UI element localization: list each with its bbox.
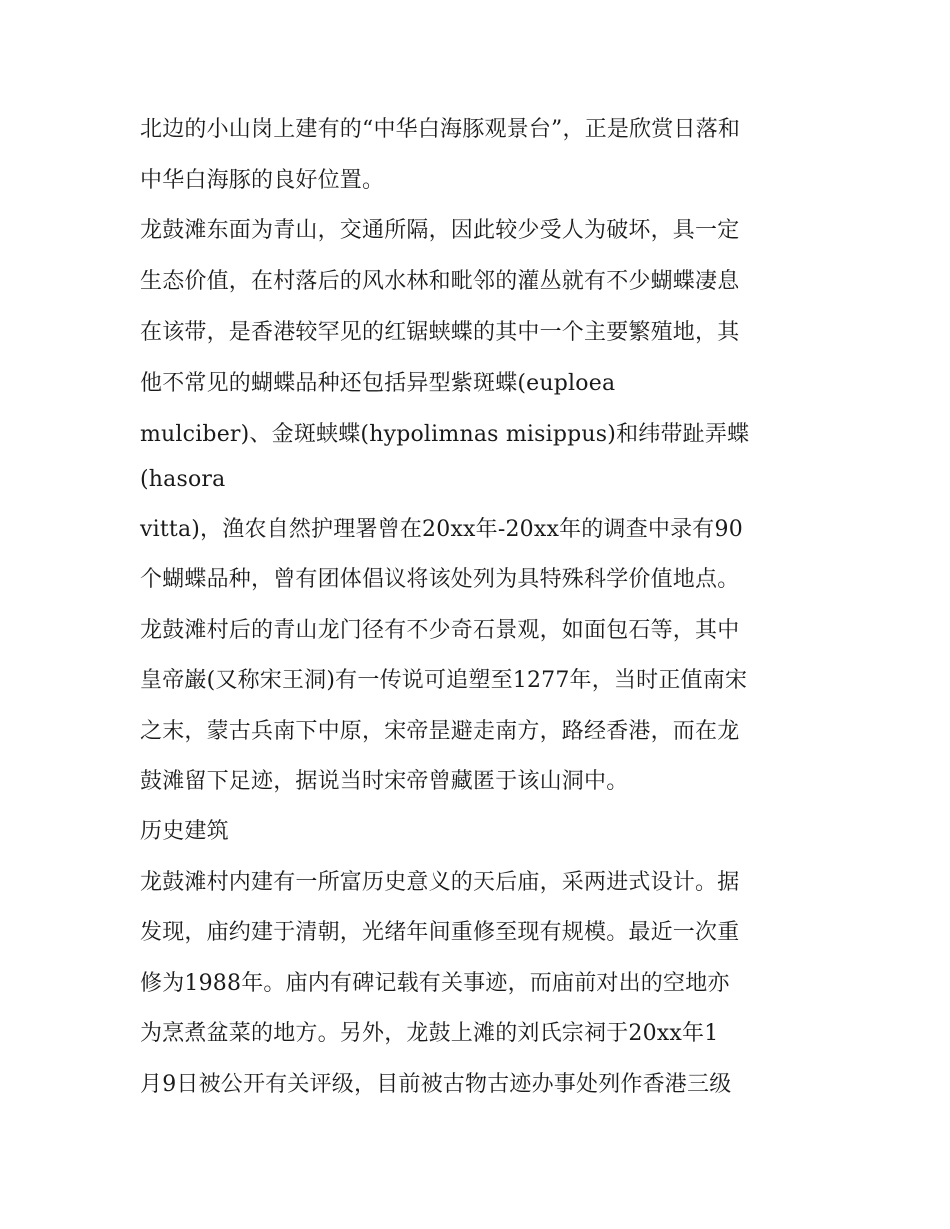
text-line: mulciber)、金斑蛱蝶(hypolimnas misippus)和纬带趾弄蝶 [140,422,750,447]
text-line: 皇帝巌(又称宋王洞)有一传说可追塑至1277年，当时正值南宋 [140,668,748,693]
text-line: 他不常见的蝴蝶品种还包括异型紫斑蝶(euploea [140,371,616,396]
text-line: 个蝴蝶品种，曾有团体倡议将该处列为具特殊科学价值地点。 [140,567,740,592]
text-line: 龙鼓滩村内建有一所富历史意义的天后庙，采两进式设计。据 [140,870,740,895]
text-line: 为烹煮盆菜的地方。另外，龙鼓上滩的刘氏宗祠于20xx年1 [140,1021,719,1046]
text-line: 龙鼓滩村后的青山龙门径有不少奇石景观，如面包石等，其中 [140,618,740,643]
text-line: 在该带，是香港较罕见的红锯蛱蝶的其中一个主要繁殖地，其 [140,320,740,345]
text-line: vitta)，渔农自然护理署曾在20xx年-20xx年的调查中录有90 [140,517,743,542]
text-line: 月9日被公开有关评级，目前被古物古迹办事处列作香港三级 [140,1072,732,1097]
text-line: (hasora [140,467,226,492]
text-line: 发现，庙约建于清朝，光绪年间重修至现有规模。最近一次重 [140,920,740,945]
text-line: 鼓滩留下足迹，据说当时宋帝曾藏匿于该山洞中。 [140,769,629,794]
section-heading: 历史建筑 [140,819,229,844]
text-line: 之末，蒙古兵南下中原，宋帝昰避走南方，路经香港，而在龙 [140,719,740,744]
text-line: 修为1988年。庙内有碑记载有关事迹，而庙前对出的空地亦 [140,971,730,996]
text-line: 龙鼓滩东面为青山，交通所隔，因此较少受人为破坏，具一定 [140,218,740,243]
text-line: 北边的小山岗上建有的“中华白海豚观景台”，正是欣赏日落和 [140,117,741,142]
text-line: 生态价值，在村落后的风水林和毗邻的灌丛就有不少蝴蝶凄息 [140,269,740,294]
text-line: 中华白海豚的良好位置。 [140,168,385,193]
